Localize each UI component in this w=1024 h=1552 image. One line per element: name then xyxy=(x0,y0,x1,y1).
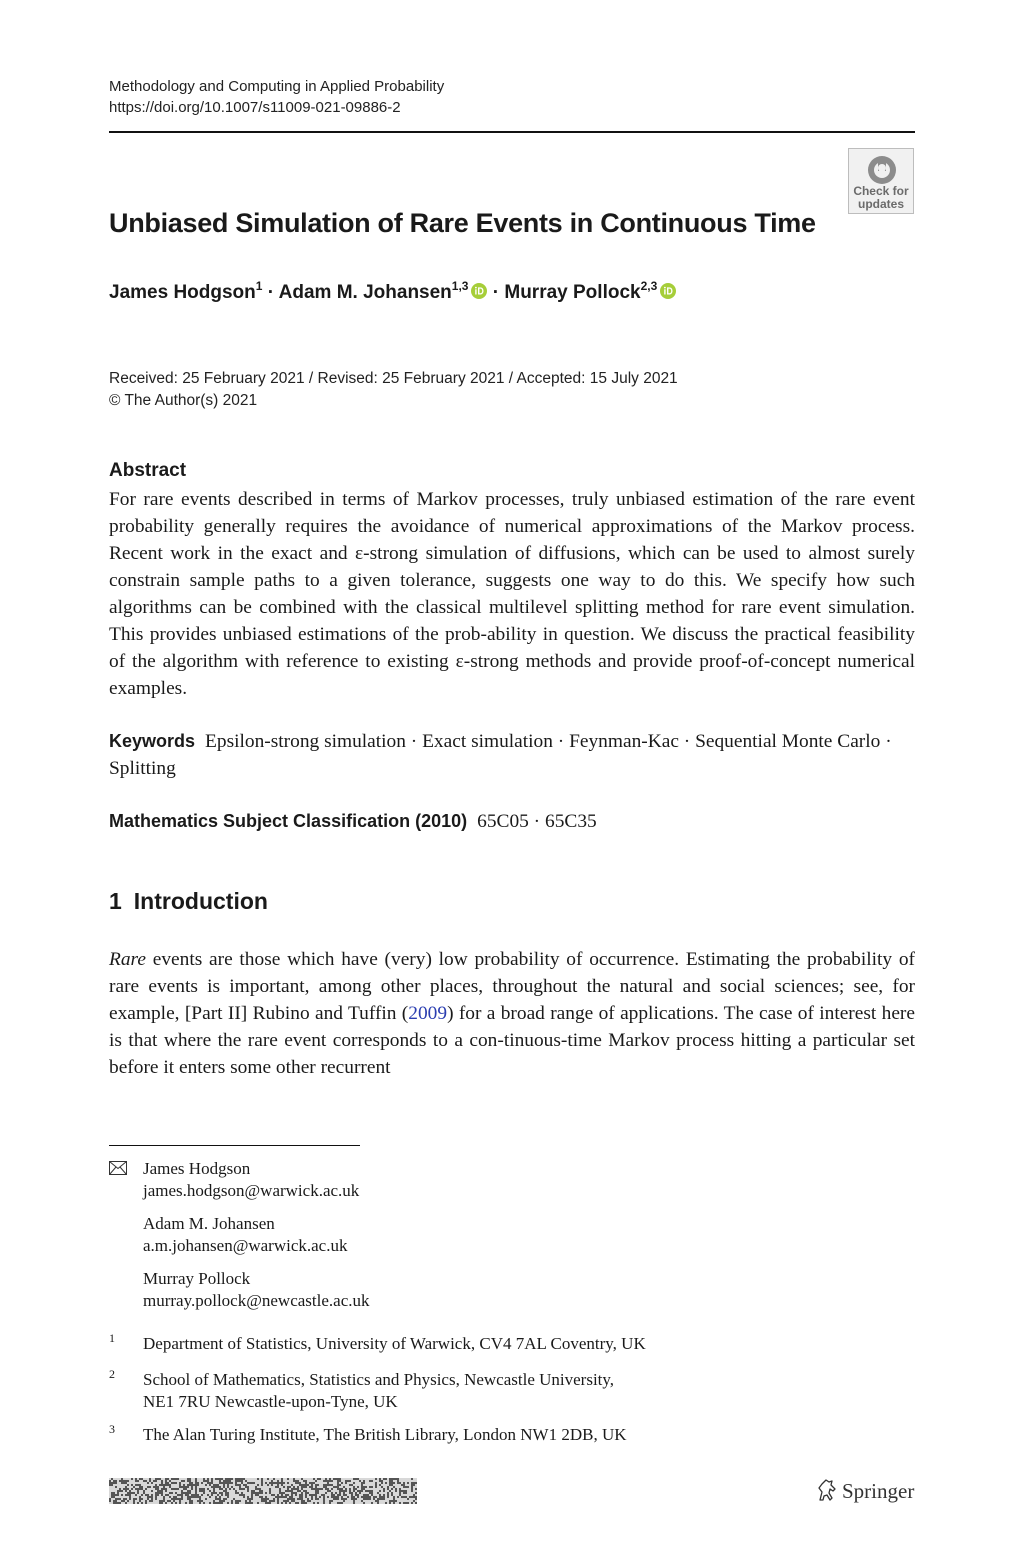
keywords xyxy=(109,728,915,782)
affiliation: The Alan Turing Institute, The British Library, London NW1 2DB, UK xyxy=(143,1425,627,1444)
header-rule xyxy=(109,131,915,133)
contact-email[interactable]: a.m.johansen@warwick.ac.uk xyxy=(143,1236,348,1255)
springer-horse-icon xyxy=(816,1478,838,1502)
intro-text: events are those which have (very) low probability of occurrence. Estimating the probability of rare events is important, among other places, throughout the natural and social sciences; see, for example, [Part II] Rubino and Tuffin ( xyxy=(109,949,915,1024)
publication-dates xyxy=(109,368,678,412)
footnote-rule xyxy=(109,1145,360,1146)
orcid-icon[interactable] xyxy=(660,283,676,299)
msc-text: 65C05 · 65C35 xyxy=(477,811,597,832)
publisher-name: Springer xyxy=(842,1479,915,1503)
author-affiliation-sup: 2,3 xyxy=(640,279,658,293)
abstract-body: For rare events described in terms of Markov processes, truly unbiased estimation of the rare event probability generally requires the avoidance of numerical approximations of the Markov process. Recent work in the exact and ε-strong simulation of diffusions, which can be used to almost surely constrain sample paths to a given tolerance, suggests one way to do this. We specify how such algorithms can be combined with the classical multilevel splitting method for rare event simulation. This provides unbiased estimations of the prob-ability in question. We discuss the practical feasibility of the algorithm with reference to existing ε-strong methods and provide proof-of-concept numerical examples. xyxy=(109,489,915,699)
dates-line: Received: 25 February 2021 / Revised: 25 February 2021 / Accepted: 15 July 2021 xyxy=(109,370,678,387)
keywords-label: Keywords xyxy=(109,731,196,751)
journal-name: Methodology and Computing in Applied Probability xyxy=(109,78,445,95)
citation-link[interactable]: 2009 xyxy=(408,1003,448,1024)
affiliation-number: 2 xyxy=(109,1367,115,1381)
affiliation: Department of Statistics, University of Warwick, CV4 7AL Coventry, UK xyxy=(143,1334,646,1353)
section-title: Introduction xyxy=(133,888,268,914)
affiliation-line: School of Mathematics, Statistics and Physics, Newcastle University, xyxy=(143,1370,615,1389)
doi-link[interactable]: https://doi.org/10.1007/s11009-021-09886-2 xyxy=(109,99,401,116)
affiliation-number: 3 xyxy=(109,1422,115,1436)
copyright-line: © The Author(s) 2021 xyxy=(109,392,258,409)
barcode-image xyxy=(109,1478,417,1504)
affiliation xyxy=(143,1369,703,1413)
subject-classification xyxy=(109,808,915,835)
contact-block xyxy=(143,1268,370,1312)
author-name: Adam M. Johansen xyxy=(278,282,452,303)
author-name: Murray Pollock xyxy=(504,282,641,303)
check-for-updates-badge[interactable] xyxy=(848,148,914,214)
contact-block xyxy=(143,1213,347,1257)
keywords-text: Epsilon-strong simulation · Exact simulation · Feynman-Kac · Sequential Monte Carlo · Splitting xyxy=(109,731,892,779)
check-updates-line2: updates xyxy=(857,197,904,211)
contact-name: Adam M. Johansen xyxy=(143,1214,275,1233)
author-name: James Hodgson xyxy=(109,282,256,303)
springer-logo xyxy=(816,1478,914,1506)
journal-header xyxy=(109,76,444,118)
msc-label: Mathematics Subject Classification (2010) xyxy=(109,811,468,831)
intro-text: ) for a broad range of applications. The case of interest here is that where the rare event corresponds to a con-tinuous-time Markov process hitting a particular set before it enters some other recurrent xyxy=(109,1003,915,1078)
author-list xyxy=(109,279,676,304)
check-updates-icon xyxy=(867,155,897,185)
author-separator: · xyxy=(492,282,500,303)
section-number: 1 xyxy=(109,888,122,914)
author-affiliation-sup: 1 xyxy=(255,279,263,293)
abstract-heading: Abstract xyxy=(109,460,187,481)
affiliation-line: NE1 7RU Newcastle-upon-Tyne, UK xyxy=(143,1392,398,1411)
author-affiliation-sup: 1,3 xyxy=(451,279,469,293)
check-updates-line1: Check for xyxy=(853,184,909,198)
contact-name: James Hodgson xyxy=(143,1159,251,1178)
contact-email[interactable]: james.hodgson@warwick.ac.uk xyxy=(143,1181,360,1200)
section-heading xyxy=(109,888,268,915)
envelope-icon xyxy=(109,1161,127,1175)
affiliation-number: 1 xyxy=(109,1331,115,1345)
contact-name: Murray Pollock xyxy=(143,1269,251,1288)
orcid-icon[interactable] xyxy=(471,283,487,299)
intro-emphasis: Rare xyxy=(109,949,146,970)
paper-title: Unbiased Simulation of Rare Events in Continuous Time xyxy=(109,208,816,238)
contact-email[interactable]: murray.pollock@newcastle.ac.uk xyxy=(143,1291,370,1310)
intro-paragraph xyxy=(109,946,915,1081)
contact-block xyxy=(143,1158,359,1202)
author-separator: · xyxy=(267,282,275,303)
